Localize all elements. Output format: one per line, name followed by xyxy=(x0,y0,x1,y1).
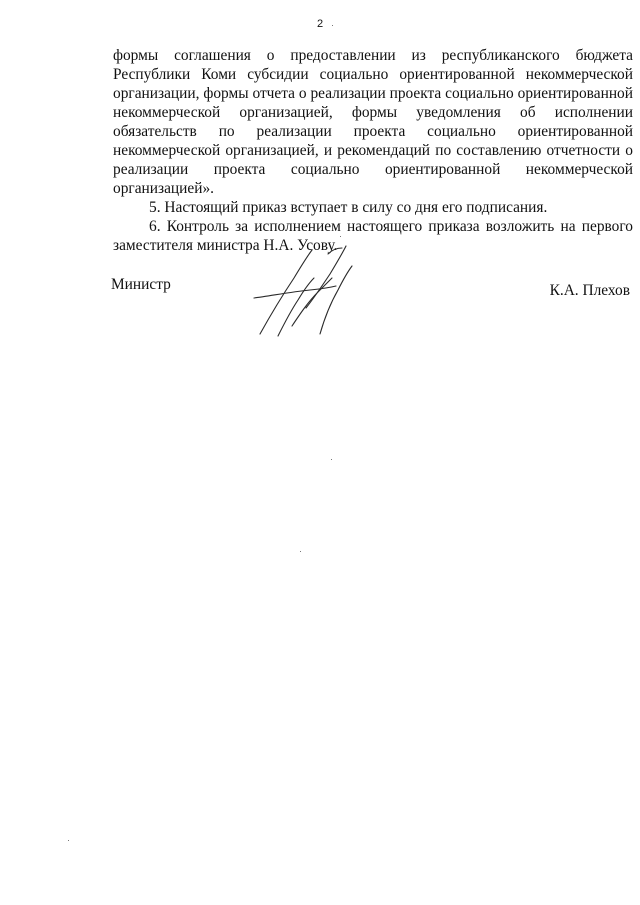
scan-speck xyxy=(68,840,69,841)
page-number: 2 xyxy=(316,18,324,30)
text-line: некоммерческой организацией, и рекомендаций по составлению отчетности о xyxy=(113,142,633,159)
document-body xyxy=(113,46,633,255)
scan-speck xyxy=(340,236,341,237)
item-6-paragraph xyxy=(113,217,633,255)
clause-continuation xyxy=(113,46,633,198)
item-5-text: 5. Настоящий приказ вступает в силу со дня его подписания. xyxy=(149,199,548,216)
scan-speck xyxy=(332,25,333,26)
text-line: обязательств по реализации проекта социально ориентированной xyxy=(113,123,633,140)
text-line: организацией». xyxy=(113,180,215,197)
text-line: реализации проекта социально ориентированной некоммерческой xyxy=(113,161,633,178)
scan-speck xyxy=(300,551,301,552)
handwritten-signature-icon xyxy=(248,238,358,338)
signatory-role: Министр xyxy=(111,276,171,293)
text-line: организации, формы отчета о реализации проекта социально ориентированной xyxy=(113,85,633,102)
scan-speck xyxy=(331,459,332,460)
text-line: формы соглашения о предоставлении из республиканского бюджета xyxy=(113,47,633,64)
item-6-line: заместителя министра Н.А. Усову. xyxy=(113,237,338,254)
item-5-paragraph xyxy=(113,198,633,217)
item-6-line: 6. Контроль за исполнением настоящего приказа возложить на первого xyxy=(149,218,633,235)
signatory-name: К.А. Плехов xyxy=(549,282,630,299)
text-line: Республики Коми субсидии социально ориентированной некоммерческой xyxy=(113,66,633,83)
text-line: некоммерческой организацией, формы уведомления об исполнении xyxy=(113,104,633,121)
